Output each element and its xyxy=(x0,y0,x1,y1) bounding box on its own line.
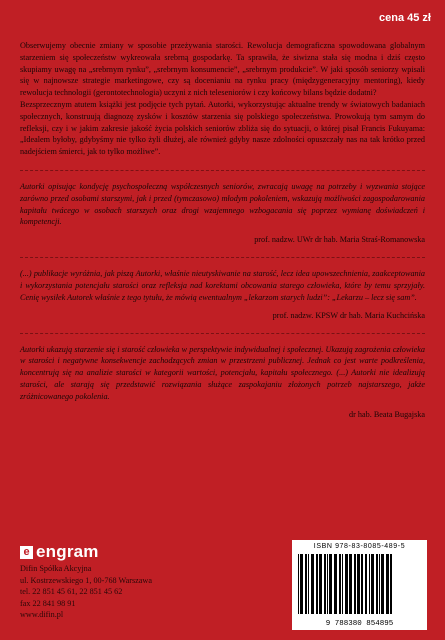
barcode-bar xyxy=(339,554,341,614)
barcode-bar xyxy=(311,554,314,614)
engram-logo-icon: e xyxy=(20,546,33,559)
barcode-bar xyxy=(357,554,360,614)
barcode-bar xyxy=(327,554,328,614)
review-signature-1: prof. nadzw. UWr dr hab. Maria Straś-Romanowska xyxy=(254,235,425,245)
intro-paragraph-1: Obserwujemy obecnie zmiany w sposobie przeżywania starości. Rewolucja demograficzna spowodowana globalnym starzeniem się społeczeństw wykreowała srebrną gospodarkę. Ta sprawiła, że siwizna stała się modna i dziś często skupiamy uwagę na „srebrnym rynku”, „srebrnym konsumencie”, „srebrnym produkcie”. W jaki sposób seniorzy wpisali się w najnowsze strategie marketingowe, czy są docenianiu na rynku pracy (międzygeneracyjny mentoring), kiedy rewolucja technologii (gerontotechnologia) uczyni z nich teleseniorów i czy końcowy bilans będzie dodatni? xyxy=(20,41,425,98)
back-cover-text xyxy=(20,40,425,420)
barcode-bar xyxy=(390,554,392,614)
price-label: cena 45 zł xyxy=(379,12,431,24)
barcode-bar xyxy=(386,554,389,614)
barcode-bar xyxy=(379,554,380,614)
isbn-label: ISBN 978-83-8085-489-5 xyxy=(313,543,406,550)
barcode-bar xyxy=(300,554,303,614)
divider xyxy=(20,170,425,171)
barcode-bar xyxy=(305,554,307,614)
review-quote-2: (...) publikacje wyróżnia, jak piszą Autorki, właśnie nieutyskiwanie na starość, lecz idea upowszechnienia, zaakceptowania i wykorzystania potencjału starości oraz refleksja nad korektami obcowania starego człowieka, które by temu sprzyjały. Cenię wysiłek Autorek właśnie z tego tytułu, że mówią ewentualnym „lekarzom starych ludzi”: „Lekarzu – lecz się sam”. xyxy=(20,269,425,302)
barcode-bar xyxy=(345,554,348,614)
barcode-bars xyxy=(298,554,421,614)
review-quote-1: Autorki opisując kondycję psychospołeczną współczesnych seniorów, zwracają uwagę na potrzeby i wyzwania stojące zarówno przed osobami starszymi, jak i przed (tymczasowo) młodym pokoleniem, wskazują możliwości zagospodarowania kapitału twácego w osobach starszych oraz drogi wzajemnego wzbogacania się poprzez wymianę doświadczeń i kompetencji. xyxy=(20,181,425,227)
barcode-bar xyxy=(298,554,299,614)
barcode-bar xyxy=(334,554,337,614)
barcode-bar xyxy=(349,554,352,614)
barcode-bar xyxy=(365,554,367,614)
barcode-bar xyxy=(308,554,309,614)
barcode xyxy=(292,540,427,630)
barcode-bar xyxy=(371,554,374,614)
review-signature-2: prof. nadzw. KPSW dr hab. Maria Kuchcińska xyxy=(272,310,425,320)
publisher-name: Difin Spółka Akcyjna xyxy=(20,564,92,573)
barcode-bar xyxy=(329,554,332,614)
divider xyxy=(20,333,425,334)
barcode-number: 9 788380 854895 xyxy=(325,620,394,628)
barcode-bar xyxy=(342,554,343,614)
publisher-street: ul. Kostrzewskiego 1, 00-768 Warszawa xyxy=(20,575,152,585)
barcode-bar xyxy=(316,554,318,614)
barcode-bar xyxy=(361,554,363,614)
engram-logo-text: engram xyxy=(36,542,99,561)
barcode-bar xyxy=(324,554,326,614)
publisher-website: www.difin.pl xyxy=(20,610,64,619)
publisher-address xyxy=(20,563,152,621)
barcode-bar xyxy=(319,554,322,614)
review-quote-3: Autorki ukazują starzenie się i starość człowieka w perspektywie indywidualnej i społecznej. Ukazują zagrożenia człowieka w starości i negatywne konsekwencje zachodzących zmian w przestrzeni publicznej. Jednak co jest warte podkreślenia, koncentrują się na analizie starości w kategorii wartości, potencjału, kapitału społecznego. (...) Autorki nie idealizują starości, ale starają się przedstawić rozwiązania służące zaspokajaniu złożonych potrzeb najstarszego, jakże zróżnicowanego pokolenia. xyxy=(20,344,425,401)
review-signature-3: dr hab. Beata Bugajska xyxy=(349,409,425,419)
barcode-bar xyxy=(381,554,384,614)
publisher-phone: tel. 22 851 45 61, 22 851 45 62 xyxy=(20,587,123,596)
barcode-bar xyxy=(369,554,370,614)
publisher-logo xyxy=(20,542,99,562)
barcode-bar xyxy=(376,554,378,614)
divider xyxy=(20,257,425,258)
barcode-bar xyxy=(354,554,356,614)
intro-paragraph-2: Bezsprzecznym atutem książki jest podjęcie tych pytań. Autorki, wykorzystując aktualne trendy w światowych badaniach społecznych, konstruują diagnozę zysków i kosztów starzenia się polskiego społeczeństwa. Prowokują tym samym do refleksji, czy i w jakim zakresie jakość życia polskich seniorów zbliża się do sytuacji, o której pisał Francis Fukuyama: „Idealem byłoby, gdybyśmy nie tylko żyli dłużej, ale również gdyby nasze zdolności opuszczały nas na tak krótko przed nadejściem śmierci, jak to tylko możliwe”. xyxy=(20,99,425,157)
publisher-fax: fax 22 841 98 91 xyxy=(20,598,76,608)
